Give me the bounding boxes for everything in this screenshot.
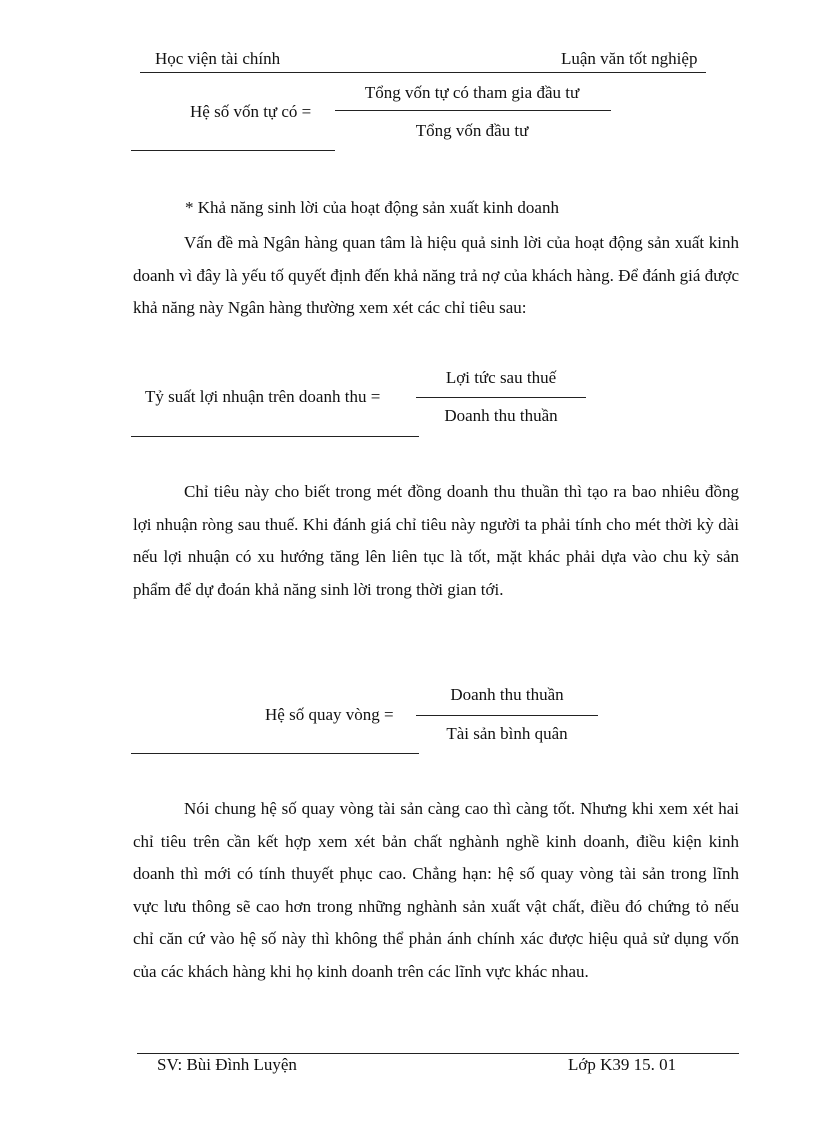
header-right: Luận văn tốt nghiệp — [561, 49, 698, 68]
formula-underline — [131, 753, 419, 754]
fraction-bar — [416, 397, 586, 398]
section-heading: * Khả năng sinh lời của hoạt động sản xuất kinh doanh — [185, 198, 559, 217]
formula-underline — [131, 150, 335, 151]
fraction-bar — [335, 110, 611, 111]
paragraph-margin-explanation: Chỉ tiêu này cho biết trong mét đồng doanh thu thuần thì tạo ra bao nhiêu đồng lợi nhuận ròng sau thuế. Khi đánh giá chỉ tiêu này người ta phải tính cho mét thời kỳ dài nếu lợi nhuận có xu hướng tăng lên liên tục là tốt, mặt khác phải dựa vào chu kỳ sản phẩm để dự đoán khả năng sinh lời trong thời gian tới. — [133, 482, 739, 599]
paragraph-profitability: Vấn đề mà Ngân hàng quan tâm là hiệu quả sinh lời của hoạt động sản xuất kinh doanh vì đây là yếu tố quyết định đến khả năng trả nợ của khách hàng. Để đánh giá được khả năng này Ngân hàng thường xem xét các chỉ tiêu sau: — [133, 233, 739, 317]
formula-label: Hệ số vốn tự có = — [190, 102, 312, 121]
formula-label: Tỷ suất lợi nhuận trên doanh thu = — [145, 387, 381, 406]
formula-denominator: Tài sản bình quân — [446, 724, 568, 743]
formula-numerator: Lợi tức sau thuế — [445, 368, 557, 387]
formula-denominator: Doanh thu thuần — [444, 406, 558, 425]
fraction-bar — [416, 715, 598, 716]
paragraph-turnover-explanation: Nói chung hệ số quay vòng tài sản càng cao thì càng tốt. Nhưng khi xem xét hai chỉ tiêu trên cần kết hợp xem xét bản chất nghành nghề kinh doanh, điều kiện kinh doanh thì mới có tính thuyết phục cao. Chẳng hạn: hệ số quay vòng tài sản trong lĩnh vực lưu thông sẽ cao hơn trong những nghành sản xuất vật chất, điều đó chứng tỏ nếu chỉ căn cứ vào hệ số này thì không thể phản ánh chính xác được hiệu quả sử dụng vốn của các khách hàng khi họ kinh doanh trên các lĩnh vực khác nhau. — [133, 799, 739, 981]
footer-left: SV: Bùi Đình Luyện — [157, 1055, 297, 1074]
header-rule — [140, 72, 706, 73]
formula-denominator: Tổng vốn đầu tư — [415, 121, 529, 140]
formula-numerator: Doanh thu thuần — [450, 685, 564, 704]
formula-underline — [131, 436, 419, 437]
header-left: Học viện tài chính — [155, 49, 281, 68]
formula-label: Hệ số quay vòng = — [265, 705, 394, 724]
footer-right: Lớp K39 15. 01 — [568, 1055, 677, 1074]
footer-rule — [137, 1053, 739, 1054]
formula-numerator: Tổng vốn tự có tham gia đầu tư — [364, 83, 580, 102]
